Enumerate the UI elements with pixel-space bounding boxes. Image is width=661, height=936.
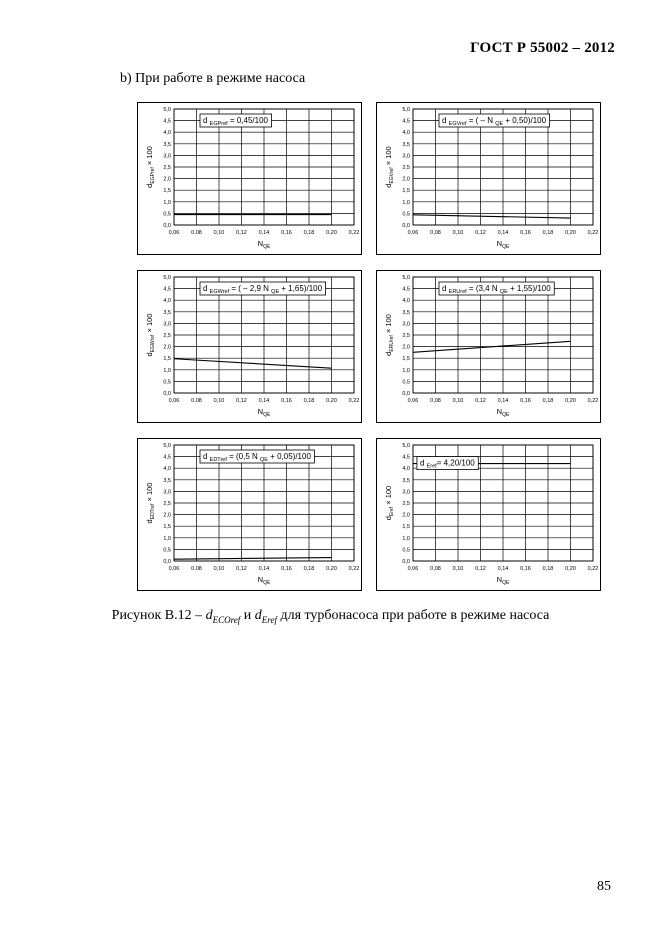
y-tick-label: 0,0 <box>163 559 171 565</box>
formula-sub: QE <box>495 121 504 127</box>
y-axis-label-suffix: × 100 <box>384 146 393 168</box>
formula-part: + 1,65)/100 <box>279 284 323 293</box>
x-tick-label: 0,20 <box>326 230 337 236</box>
y-tick-label: 1,5 <box>402 524 410 531</box>
formula-part: = (3,4 N <box>466 284 500 293</box>
formula-part: d <box>419 458 427 468</box>
y-tick-label: 2,5 <box>402 333 410 339</box>
y-tick-label: 1,0 <box>402 199 410 206</box>
y-tick-label: 4,0 <box>163 130 171 137</box>
y-tick-label: 3,0 <box>402 489 410 496</box>
x-axis-label-sub: QE <box>263 580 271 586</box>
x-axis-label: $N_{QE}$ <box>257 407 271 418</box>
y-tick-label: 0,5 <box>402 211 410 218</box>
chart-panel-e <box>376 438 601 591</box>
x-tick-label: 0,18 <box>542 566 554 572</box>
formula-part: = 4,20/100 <box>436 458 475 468</box>
x-tick-label: 0,12 <box>475 566 486 572</box>
y-tick-label: 2,5 <box>402 165 410 171</box>
y-axis-label-suffix: × 100 <box>145 482 154 504</box>
y-axis-label: $d_{EDTref} \times 100$ <box>145 482 156 524</box>
chart-panel-edt <box>137 438 362 591</box>
formula-part: d <box>203 116 210 125</box>
y-tick-label: 3,5 <box>163 141 171 148</box>
x-tick-label: 0,16 <box>520 398 531 404</box>
y-tick-label: 5,0 <box>163 443 171 449</box>
y-axis-label: $d_{EGVref} \times 100$ <box>384 146 395 188</box>
y-tick-label: 2,0 <box>402 176 410 183</box>
chart-panel-eru <box>376 270 601 423</box>
x-tick-label: 0,22 <box>348 398 360 404</box>
caption-suffix: для турбонасоса при работе в режиме насоса <box>276 608 550 623</box>
x-tick-label: 0,16 <box>520 230 531 236</box>
x-tick-label: 0,16 <box>281 398 292 404</box>
y-tick-label: 0,5 <box>402 547 410 554</box>
y-tick-label: 2,0 <box>163 512 171 519</box>
x-tick-label: 0,10 <box>452 566 464 572</box>
x-tick-label: 0,10 <box>452 398 464 404</box>
formula-sub: EGVref <box>448 121 467 127</box>
y-tick-label: 2,0 <box>402 344 410 351</box>
y-tick-label: 1,0 <box>402 367 410 374</box>
formula-label <box>439 282 554 295</box>
document-header: ГОСТ Р 55002 – 2012 <box>470 40 615 56</box>
chart-svg <box>377 271 602 424</box>
y-tick-label: 0,0 <box>163 223 171 229</box>
y-tick-label: 5,0 <box>163 275 171 281</box>
y-axis-label: $d_{EGWref} \times 100$ <box>145 313 156 357</box>
x-tick-label: 0,08 <box>191 566 202 572</box>
x-axis-label-sub: QE <box>502 580 510 586</box>
formula-part: = 0,45/100 <box>227 116 268 125</box>
y-tick-label: 3,0 <box>163 321 171 328</box>
caption-var1: d <box>205 608 213 623</box>
y-tick-label: 1,5 <box>163 188 171 195</box>
y-tick-label: 2,0 <box>163 176 171 183</box>
x-axis-label-sub: QE <box>263 244 271 250</box>
y-axis-label-suffix: × 100 <box>384 485 393 507</box>
y-axis-label-suffix: × 100 <box>145 146 154 168</box>
x-axis-label: $N_{QE}$ <box>496 575 510 586</box>
x-tick-label: 0,14 <box>497 398 509 404</box>
y-axis-label: $d_{EGPref} \times 100$ <box>145 146 156 188</box>
y-tick-label: 3,0 <box>402 321 410 328</box>
formula-part: = (0,5 N <box>226 452 261 461</box>
series-line <box>174 359 332 368</box>
formula-label <box>200 450 314 463</box>
x-tick-label: 0,16 <box>281 230 292 236</box>
x-tick-label: 0,08 <box>430 566 441 572</box>
x-tick-label: 0,22 <box>587 230 599 236</box>
y-tick-label: 4,0 <box>402 466 410 473</box>
x-tick-label: 0,12 <box>475 398 486 404</box>
x-tick-label: 0,22 <box>587 398 599 404</box>
y-tick-label: 0,5 <box>163 211 171 218</box>
chart-svg <box>138 103 363 256</box>
y-tick-label: 2,0 <box>402 512 410 519</box>
y-axis-label-suffix: × 100 <box>145 313 154 335</box>
y-tick-label: 3,5 <box>163 309 171 316</box>
y-tick-label: 4,5 <box>163 118 171 125</box>
formula-sub: QE <box>260 457 268 463</box>
y-tick-label: 1,0 <box>163 367 171 374</box>
y-axis-label: $d_{ERUref} \times 100$ <box>384 314 395 356</box>
x-tick-label: 0,12 <box>475 230 486 236</box>
x-tick-label: 0,22 <box>587 566 599 572</box>
formula-label <box>439 114 550 127</box>
y-tick-label: 1,5 <box>402 356 410 363</box>
x-tick-label: 0,10 <box>213 398 225 404</box>
x-tick-label: 0,10 <box>213 230 225 236</box>
y-tick-label: 4,0 <box>163 298 171 305</box>
series-line <box>413 215 571 218</box>
y-tick-label: 0,5 <box>163 547 171 554</box>
x-tick-label: 0,08 <box>191 230 202 236</box>
y-axis-label-sub: EGVref <box>389 167 395 184</box>
x-tick-label: 0,12 <box>236 398 247 404</box>
x-tick-label: 0,20 <box>565 398 576 404</box>
x-axis-label-sub: QE <box>502 244 510 250</box>
chart-svg <box>377 439 602 592</box>
y-tick-label: 0,5 <box>163 379 171 386</box>
x-tick-label: 0,12 <box>236 230 247 236</box>
y-tick-label: 3,5 <box>402 477 410 484</box>
y-tick-label: 4,5 <box>402 286 410 293</box>
chart-panel-egp <box>137 102 362 255</box>
chart-panel-egv <box>376 102 601 255</box>
y-tick-label: 1,0 <box>163 199 171 206</box>
y-axis-label: $d_{Eref} \times 100$ <box>384 485 395 521</box>
y-tick-label: 3,0 <box>402 153 410 160</box>
formula-part: d <box>203 452 210 461</box>
y-axis-label-sub: Eref <box>389 506 395 517</box>
x-tick-label: 0,06 <box>407 566 419 572</box>
x-tick-label: 0,14 <box>497 230 509 236</box>
formula-label <box>200 114 272 127</box>
x-tick-label: 0,20 <box>326 566 337 572</box>
caption-var1-sub: ECOref <box>212 614 241 625</box>
chart-svg <box>138 439 363 592</box>
x-tick-label: 0,14 <box>258 230 270 236</box>
formula-sub: ERUref <box>448 289 467 295</box>
y-tick-label: 2,5 <box>163 165 171 171</box>
formula-sub: QE <box>499 289 508 295</box>
x-tick-label: 0,14 <box>258 566 270 572</box>
y-tick-label: 3,5 <box>402 141 410 148</box>
y-tick-label: 5,0 <box>163 107 171 113</box>
x-tick-label: 0,08 <box>191 398 202 404</box>
x-tick-label: 0,20 <box>565 230 576 236</box>
formula-part: = ( – N <box>466 116 496 125</box>
chart-svg <box>138 271 363 424</box>
y-tick-label: 2,5 <box>402 501 410 507</box>
y-axis-label-sub: EGPref <box>150 167 156 184</box>
y-tick-label: 1,5 <box>402 188 410 195</box>
formula-sub: EGPref <box>209 121 228 127</box>
y-tick-label: 4,5 <box>163 454 171 461</box>
y-tick-label: 1,5 <box>163 356 171 363</box>
x-tick-label: 0,08 <box>430 398 441 404</box>
caption-mid: и <box>240 608 255 623</box>
y-tick-label: 3,5 <box>163 477 171 484</box>
formula-sub: EGWref <box>209 289 230 295</box>
y-tick-label: 4,0 <box>402 298 410 305</box>
y-tick-label: 1,0 <box>163 535 171 542</box>
x-tick-label: 0,18 <box>542 398 554 404</box>
x-tick-label: 0,18 <box>303 398 315 404</box>
x-tick-label: 0,18 <box>303 230 315 236</box>
x-axis-label: $N_{QE}$ <box>257 575 271 586</box>
y-tick-label: 0,5 <box>402 379 410 386</box>
y-tick-label: 5,0 <box>402 275 410 281</box>
y-tick-label: 2,0 <box>163 344 171 351</box>
x-axis-label: $N_{QE}$ <box>496 239 510 250</box>
formula-sub: EDTref <box>209 457 227 463</box>
formula-part: d <box>442 284 449 293</box>
y-tick-label: 4,5 <box>163 286 171 293</box>
caption-var2-sub: Eref <box>261 614 277 625</box>
y-tick-label: 0,0 <box>402 391 410 397</box>
formula-sub: QE <box>271 289 280 295</box>
x-tick-label: 0,06 <box>168 230 180 236</box>
x-axis-label-sub: QE <box>263 412 271 418</box>
x-tick-label: 0,20 <box>565 566 576 572</box>
formula-part: + 1,55)/100 <box>507 284 551 293</box>
y-axis-label-sub: EGWref <box>150 334 156 353</box>
x-tick-label: 0,14 <box>497 566 509 572</box>
caption-var2: d <box>254 608 262 623</box>
y-tick-label: 4,0 <box>402 130 410 137</box>
y-tick-label: 4,5 <box>402 118 410 125</box>
page-number: 85 <box>597 879 611 894</box>
x-tick-label: 0,06 <box>407 398 419 404</box>
y-tick-label: 0,0 <box>163 391 171 397</box>
x-tick-label: 0,18 <box>542 230 554 236</box>
y-axis-label-sub: ERUref <box>389 335 395 352</box>
y-tick-label: 4,0 <box>163 466 171 473</box>
y-tick-label: 2,5 <box>163 501 171 507</box>
y-tick-label: 1,5 <box>163 524 171 531</box>
y-tick-label: 5,0 <box>402 443 410 449</box>
y-tick-label: 3,0 <box>163 153 171 160</box>
x-axis-label-sub: QE <box>502 412 510 418</box>
x-tick-label: 0,16 <box>520 566 531 572</box>
y-tick-label: 3,0 <box>163 489 171 496</box>
x-tick-label: 0,14 <box>258 398 270 404</box>
y-axis-label-suffix: × 100 <box>384 314 393 336</box>
x-tick-label: 0,22 <box>348 230 360 236</box>
formula-label <box>417 457 478 470</box>
x-axis-label: $N_{QE}$ <box>496 407 510 418</box>
x-tick-label: 0,16 <box>281 566 292 572</box>
formula-part: = ( – 2,9 N <box>229 284 272 293</box>
formula-part: + 0,50)/100 <box>503 116 547 125</box>
x-tick-label: 0,06 <box>407 230 419 236</box>
x-tick-label: 0,22 <box>348 566 360 572</box>
section-subtitle: b) При работе в режиме насоса <box>120 71 306 86</box>
y-tick-label: 1,0 <box>402 535 410 542</box>
x-tick-label: 0,10 <box>213 566 225 572</box>
y-axis-label-sub: EDTref <box>150 503 156 520</box>
caption-prefix: Рисунок В.12 – <box>111 608 206 623</box>
y-tick-label: 5,0 <box>402 107 410 113</box>
y-tick-label: 4,5 <box>402 454 410 461</box>
x-tick-label: 0,08 <box>430 230 441 236</box>
x-tick-label: 0,06 <box>168 566 180 572</box>
y-tick-label: 0,0 <box>402 223 410 229</box>
y-tick-label: 2,5 <box>163 333 171 339</box>
formula-part: d <box>203 284 210 293</box>
y-tick-label: 3,5 <box>402 309 410 316</box>
formula-label <box>200 282 326 295</box>
x-tick-label: 0,20 <box>326 398 337 404</box>
x-axis-label: $N_{QE}$ <box>257 239 271 250</box>
series-line <box>174 558 332 560</box>
y-tick-label: 0,0 <box>402 559 410 565</box>
formula-sub: Eref <box>426 463 437 470</box>
x-tick-label: 0,06 <box>168 398 180 404</box>
formula-part: d <box>442 116 449 125</box>
chart-panel-egw <box>137 270 362 423</box>
chart-svg <box>377 103 602 256</box>
figure-caption <box>0 608 661 625</box>
x-tick-label: 0,18 <box>303 566 315 572</box>
x-tick-label: 0,10 <box>452 230 464 236</box>
x-tick-label: 0,12 <box>236 566 247 572</box>
formula-part: + 0,05)/100 <box>267 452 311 461</box>
